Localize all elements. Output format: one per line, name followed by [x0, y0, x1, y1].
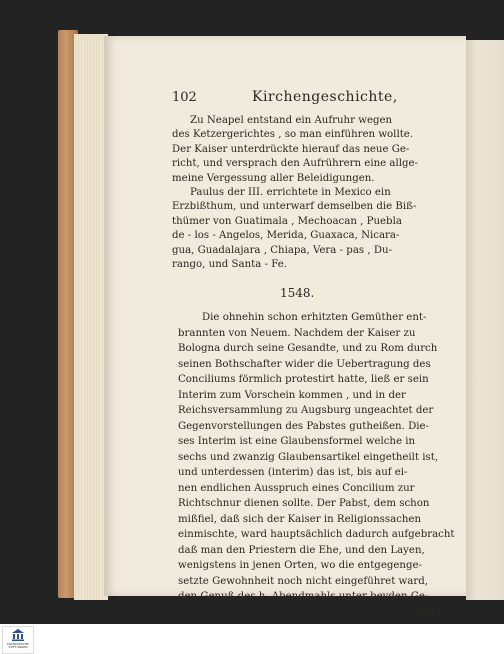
page-number: 102: [172, 90, 197, 105]
library-logo-icon: [12, 629, 24, 641]
text-line: de - los - Angelos, Merida, Guaxaca, Nicara-: [172, 230, 400, 242]
text-line: des Ketzergerichtes , so man einführen wollte.: [172, 129, 414, 141]
text-line: setzte Gewohnheit noch nicht eingeführet ward,: [178, 575, 428, 587]
text-line: Interim zum Vorschein kommen , und in der: [178, 389, 406, 401]
text-line: Paulus der III. errichtete in Mexico ein: [190, 186, 391, 198]
year-heading: 1548.: [280, 286, 315, 300]
footer-bar: [0, 624, 504, 654]
text-line: daß man den Priestern die Ehe, und den Layen,: [178, 544, 425, 556]
logo-line: FRANCKESCHE: [6, 642, 30, 646]
text-line: Zu Neapel entstand ein Aufruhr wegen: [190, 115, 393, 126]
library-logo[interactable]: [2, 626, 34, 654]
text-line: und unterdessen (interim) das ist, bis auf ei-: [178, 467, 408, 478]
text-line: Conciliums förmlich protestirt hatte, ließ er sein: [178, 374, 429, 385]
text-block-bottom: [178, 310, 455, 620]
text-line: meine Vergessung aller Beleidigungen.: [172, 172, 375, 184]
text-line: Erzbißthum, und unterwarf demselben die Biß-: [172, 201, 417, 213]
text-line: richt, und versprach den Aufrührern eine allge-: [172, 158, 418, 170]
text-line: nen endlichen Ausspruch eines Concilium zur: [178, 482, 415, 494]
logo-text: [4, 643, 32, 650]
text-line: Bologna durch seine Gesandte, und zu Rom durch: [178, 343, 438, 354]
page-edges: [74, 34, 108, 600]
text-line: einmischte, ward hauptsächlich dadurch aufgebracht: [178, 529, 455, 540]
text-block-top: [172, 114, 442, 272]
text-line: mißfiel, daß sich der Kaiser in Religionssachen: [178, 513, 422, 525]
text-line: ses Interim ist eine Glaubensformel welche in: [178, 436, 416, 447]
text-line: seinen Bothschafter wider die Uebertragung des: [178, 358, 431, 370]
text-line: wenigstens in jenen Orten, wo die entgegenge-: [178, 560, 422, 571]
running-title: Kirchengeschichte,: [252, 89, 398, 105]
text-line: thümer von Guatimala , Mechoacan , Puebla: [172, 215, 402, 227]
text-line: Der Kaiser unterdrückte hierauf das neue Ge-: [172, 143, 410, 155]
text-line: Gegenvorstellungen des Pabstes gutheißen. Die-: [178, 420, 429, 432]
logo-line: STIFTUNGEN: [8, 645, 28, 650]
running-head: [172, 90, 462, 110]
text-line: stal-: [415, 606, 438, 618]
text-line: Die ohnehin schon erhitzten Gemüther ent-: [202, 312, 427, 323]
text-line: Reichsversammlung zu Augsburg ungeachtet der: [178, 405, 434, 416]
text-line: gua, Guadalajara , Chiapa, Vera - pas , Du-: [172, 244, 393, 256]
text-line: rango, und Santa - Fe.: [172, 258, 287, 270]
text-line: sechs und zwanzig Glaubensartikel eingetheilt ist,: [178, 451, 439, 463]
text-line: den Genuß des h. Abendmahls unter beyden Ge-: [178, 591, 429, 602]
facing-page-edge: [466, 40, 504, 600]
text-line: brannten von Neuem. Nachdem der Kaiser zu: [178, 327, 416, 339]
text-line: Richtschnur dienen sollte. Der Pabst, dem schon: [178, 498, 430, 509]
